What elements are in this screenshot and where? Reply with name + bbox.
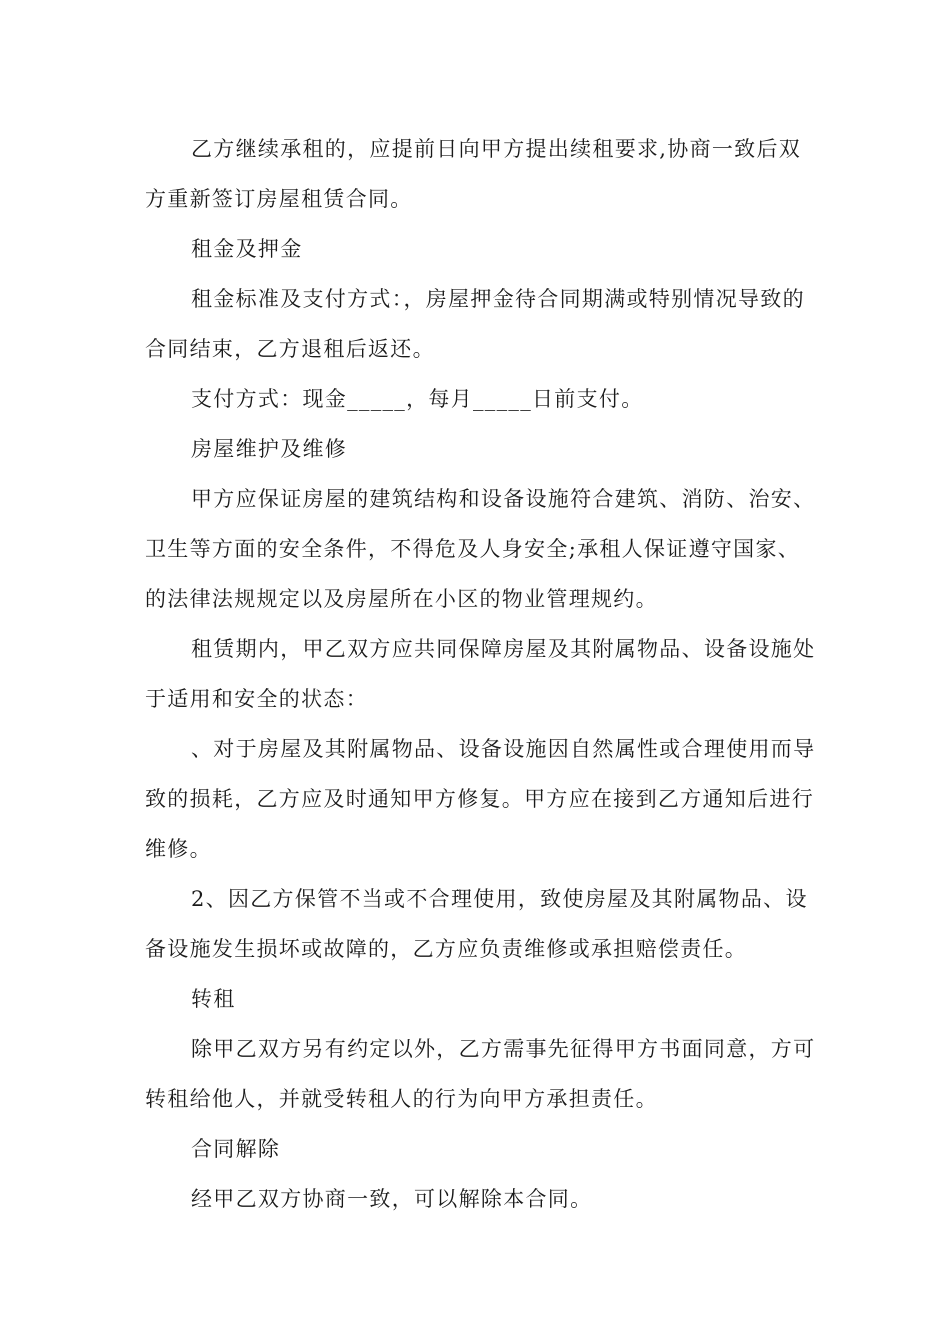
paragraph-natural-wear: 、对于房屋及其附属物品、设备设施因自然属性或合理使用而导致的损耗，乙方应及时通知甲方修复。甲方应在接到乙方通知后进行维修。 [145,737,816,861]
document-body [145,124,817,1224]
paragraph-renewal: 乙方继续承租的，应提前日向甲方提出续租要求,协商一致后双方重新签订房屋租赁合同。 [145,137,802,211]
paragraph-sublease-terms: 除甲乙双方另有约定以外，乙方需事先征得甲方书面同意，方可转租给他人，并就受转租人的行为向甲方承担责任。 [145,1037,816,1111]
section-heading-maintenance: 房屋维护及维修 [191,437,348,461]
section-heading-termination: 合同解除 [191,1137,281,1161]
section-heading-sublease: 转租 [191,987,236,1011]
paragraph-rent-standard: 租金标准及支付方式：，房屋押金待合同期满或特别情况导致的合同结束，乙方退租后返还。 [145,287,805,361]
paragraph-landlord-safety: 甲方应保证房屋的建筑结构和设备设施符合建筑、消防、治安、卫生等方面的安全条件，不得危及人身安全;承租人保证遵守国家、的法律法规规定以及房屋所在小区的物业管理规约。 [145,487,816,611]
paragraph-lease-period-duty: 租赁期内，甲乙双方应共同保障房屋及其附属物品、设备设施处于适用和安全的状态： [145,637,816,711]
paragraph-termination-terms: 经甲乙双方协商一致，可以解除本合同。 [191,1187,593,1211]
paragraph-payment-method: 支付方式：现金_____，每月_____日前支付。 [191,387,644,411]
section-heading-rent-deposit: 租金及押金 [191,237,303,261]
paragraph-tenant-damage: 2、因乙方保管不当或不合理使用，致使房屋及其附属物品、设备设施发生损坏或故障的，乙方应负责维修或承担赔偿责任。 [145,887,808,961]
